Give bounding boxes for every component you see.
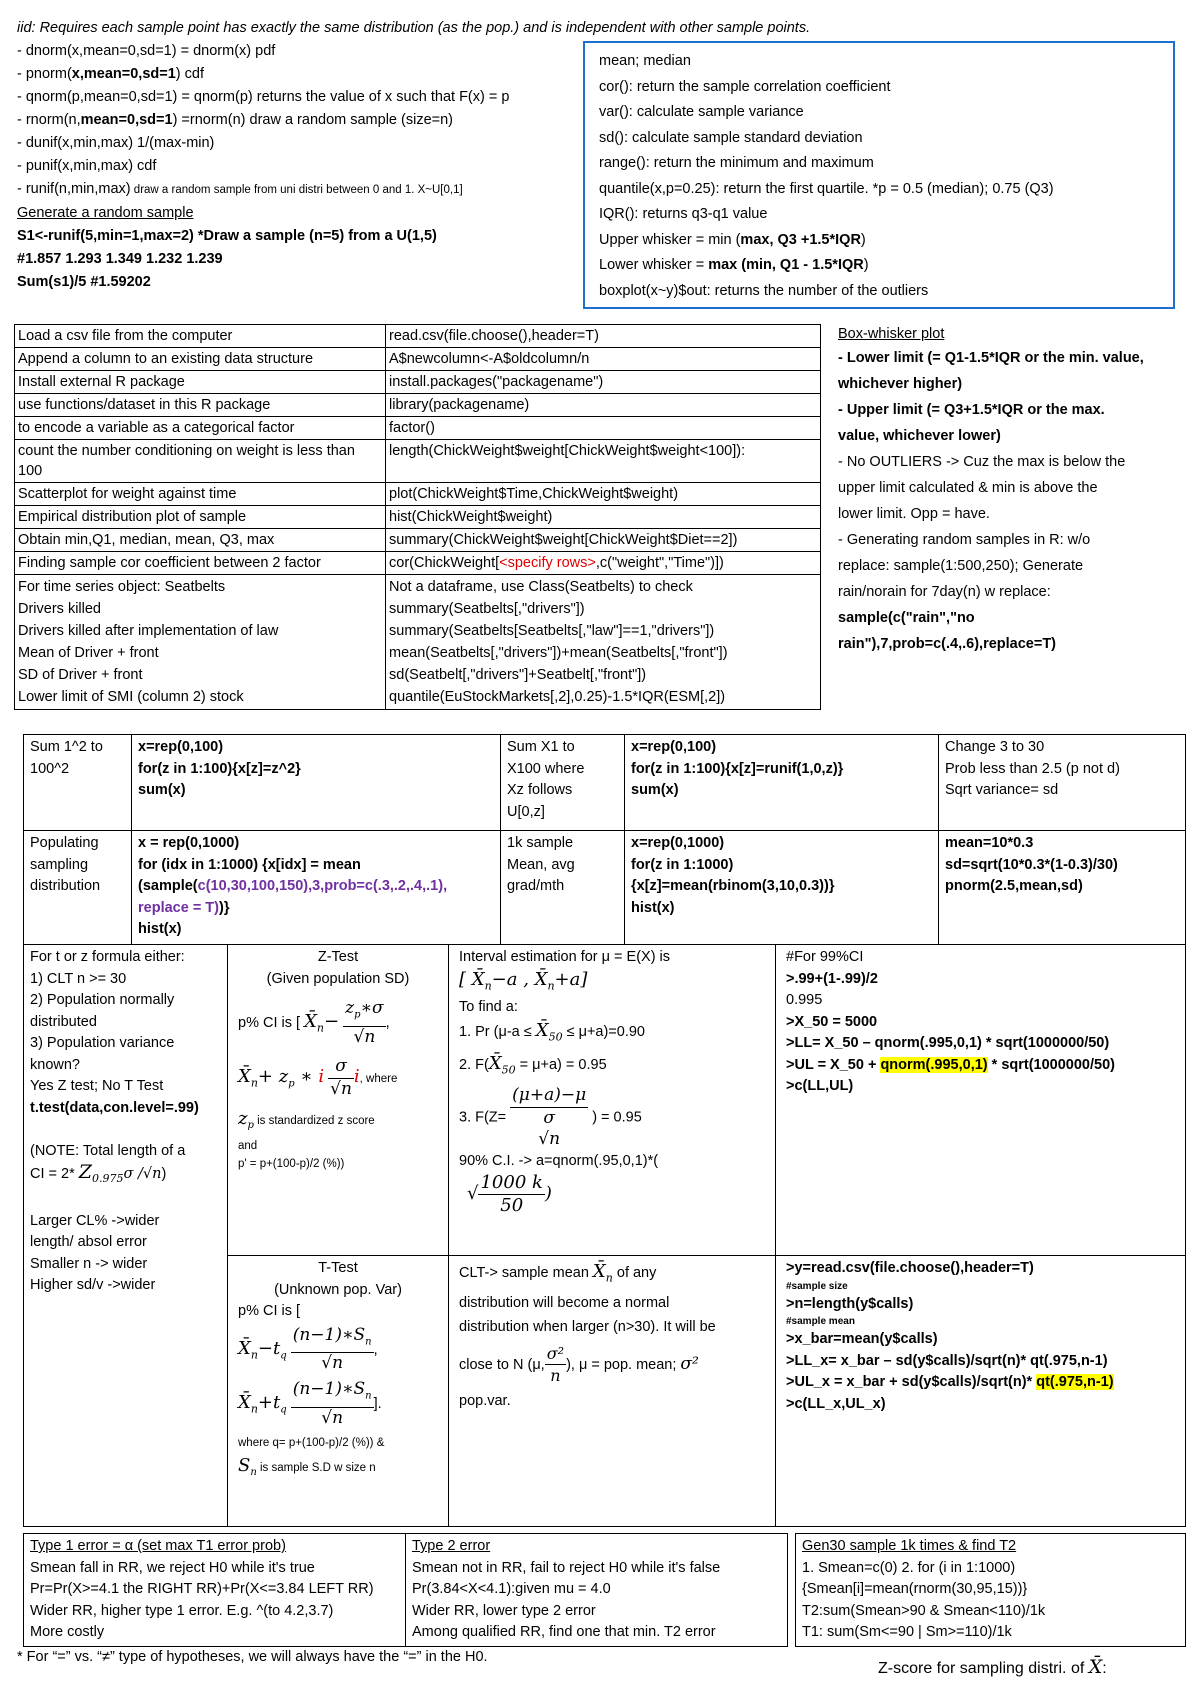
cell-task: Obtain min,Q1, median, mean, Q3, max — [15, 529, 386, 552]
fn-line: IQR(): returns q3-q1 value — [599, 206, 768, 222]
t-or-z-notes: For t or z formula either: 1) CLT n >= 30 2) Population normally distributed 3) Population variance known? Yes Z test; No T Test t.test(data,con.level=.99) (NOTE: Total length of a CI = 2* $Z_{0.975}\sigma$ /√n) Larger CL% ->wider length/ absol error Smaller n -> wider Higher sd/v ->wider — [23, 944, 228, 1527]
1k-sample-code: x=rep(0,1000) for(z in 1:1000) {x[z]=mean(rbinom(3,10,0.3))} hist(x) — [624, 830, 939, 945]
interval-estimation-box: Interval estimation for μ = E(X) is [ $X̄_n-a$ , $X̄_n+a$] To find a: 1. Pr $(\mu-a \le X̄_{50} \le \mu+a)=0.90$ 2. $F(X̄_{50} = \mu+a) = 0.95$ 3. F(Z= (μ+a)−μ σ √n ) = 0.95 90% C.I. -> a=qnorm(.95,0,1)*( √ $\frac{1000 k}{50}$ ) — [448, 944, 776, 1256]
runif-line: - runif(n,min,max) draw a random sample from uni distri between 0 and 1. X~U[0,1] — [17, 181, 463, 197]
z-test-box: Z-Test (Given population SD) p% CI is [ $X̄_n-$ $\frac{z_p∗\sigma}{√n}$ , $X̄_n+ z_p$ ∗ i $\frac{\sigma}{√n}$ i, where $z_p$ is standardized z score and p' = p+(100-p)/2 (%)) — [227, 944, 449, 1256]
fn-line: sd(): calculate sample standard deviation — [599, 129, 863, 146]
z-test-title: Z-Test — [317, 949, 359, 965]
cell-command: library(packagename) — [386, 394, 821, 417]
generate-sample-title: Generate a random sample — [17, 205, 194, 221]
cell-task: count the number conditioning on weight is less than 100 — [15, 440, 386, 483]
gen-line-1: S1<-runif(5,min=1,max=2) *Draw a sample (n=5) from a U(1,5) — [17, 228, 437, 244]
fn-line: Upper whisker = min (max, Q3 +1.5*IQR) — [599, 231, 866, 248]
type1-error-box: Type 1 error = α (set max T1 error prob) Smean fall in RR, we reject H0 while it's true Pr=Pr(X>=4.1 the RIGHT RR)+Pr(X<=3.84 LEFT RR) Wider RR, higher type 1 error. E.g. ^(to 4.2,3.7) More costly — [23, 1533, 406, 1647]
fn-line: Lower whisker = max (min, Q1 - 1.5*IQR) — [599, 257, 869, 273]
gen-line-2: #1.857 1.293 1.349 1.232 1.239 — [17, 251, 223, 267]
sum-uniform-label: Sum X1 to X100 where Xz follows U[0,z] — [500, 734, 625, 831]
fn-line: mean; median — [599, 53, 691, 69]
footer-note: * For “=” vs. “≠” type of hypotheses, we will always have the “=” in the H0. — [17, 1649, 488, 1665]
table-row — [15, 348, 821, 371]
fn-line: cor(): return the sample correlation coefficient — [599, 78, 891, 95]
clt-box: CLT-> sample mean $X̄_n$ of any distribution will become a normal distribution when larger (n>30). It will be close to N (μ, $\frac{\text{σ²}}{n}$ ), μ = pop. mean; σ² pop.var. — [448, 1255, 776, 1527]
iid-definition: iid: Requires each sample point has exactly the same distribution (as the pop.) and is independent with other sample points. — [17, 20, 811, 36]
cell-task: Load a csv file from the computer — [15, 325, 386, 348]
cell-task: to encode a variable as a categorical factor — [15, 417, 386, 440]
cell-command: plot(ChickWeight$Time,ChickWeight$weight) — [386, 483, 821, 506]
t-test-title: T-Test — [318, 1260, 358, 1276]
functions-box — [583, 41, 1175, 309]
table-row — [15, 483, 821, 506]
table-row — [15, 575, 821, 710]
cell-command: read.csv(file.choose(),header=T) — [386, 325, 821, 348]
cell-task: For time series object: Seatbelts Drivers killed Drivers killed after implementation of law Mean of Driver + front SD of Driver + front Lower limit of SMI (column 2) stock — [15, 575, 386, 710]
table-row — [15, 440, 821, 483]
cell-task: use functions/dataset in this R package — [15, 394, 386, 417]
1k-sample-label: 1k sample Mean, avg grad/mth — [500, 830, 625, 945]
populating-code: x = rep(0,1000) for (idx in 1:1000) {x[idx] = mean (sample(c(10,30,100,150),3,prob=c(.3,.2,.4,.1), replace = T))} hist(x) — [131, 830, 501, 945]
type2-error-box: Type 2 error Smean not in RR, fail to reject H0 while it's false Pr(3.84<X<4.1):given mu = 4.0 Wider RR, lower type 2 error Among qualified RR, find one that min. T2 error — [405, 1533, 788, 1647]
sum-squares-code: x=rep(0,100) for(z in 1:100){x[z]=z^2} sum(x) — [131, 734, 501, 831]
cell-command: summary(ChickWeight$weight[ChickWeight$Diet==2]) — [386, 529, 821, 552]
sum-uniform-code: x=rep(0,100) for(z in 1:100){x[z]=runif(1,0,z)} sum(x) — [624, 734, 939, 831]
box-whisker-notes: Box-whisker plot - Lower limit (= Q1-1.5*IQR or the min. value, whichever higher) - Upper limit (= Q3+1.5*IQR or the max. value, whichever lower) - No OUTLIERS -> Cuz the max is below the upper limit calculated & min is above the lower limit. Opp = have. - Generating random samples in R: w/o replace: sample(1:500,250); Generate rain/norain for 7day(n) w replace: sample(c("rain","no rain"),7,prob=c(.4,.6),replace=T) — [838, 323, 1188, 657]
dnorm-line: - dnorm(x,mean=0,sd=1) = dnorm(x) pdf — [17, 43, 276, 59]
cell-command: Not a dataframe, use Class(Seatbelts) to check summary(Seatbelts[,"drivers"]) summary(Seatbelts[Seatbelts[,"law"]==1,"drivers"]) mean(Seatbelts[,"drivers"])+mean(Seatbelts[,"front"]) sd(Seatbelt[,"drivers"]+Seatbelt[,"front"]) quantile(EuStockMarkets[,2],0.25)-1.5*IQR(ESM[,2]) — [386, 575, 821, 710]
punif-line: - punif(x,min,max) cdf — [17, 158, 157, 174]
cell-task: Scatterplot for weight against time — [15, 483, 386, 506]
populating-label: Populating sampling distribution — [23, 830, 132, 945]
table-row — [15, 529, 821, 552]
cell-task: Append a column to an existing data structure — [15, 348, 386, 371]
fn-line: var(): calculate sample variance — [599, 104, 804, 120]
command-table — [14, 324, 821, 710]
table-row — [15, 325, 821, 348]
cell-task: Install external R package — [15, 371, 386, 394]
cell-command: length(ChickWeight$weight[ChickWeight$weight<100]): — [386, 440, 821, 483]
gen-line-3: Sum(s1)/5 #1.59202 — [17, 274, 151, 290]
rnorm-line: - rnorm(n,mean=0,sd=1) =rnorm(n) draw a random sample (size=n) — [17, 112, 453, 128]
table-row — [15, 417, 821, 440]
table-row — [15, 552, 821, 575]
sum-squares-label: Sum 1^2 to 100^2 — [23, 734, 132, 831]
cell-command: hist(ChickWeight$weight) — [386, 506, 821, 529]
ci99-box: #For 99%CI >.99+(1-.99)/2 0.995 >X_50 = 5000 >LL= X_50 – qnorm(.995,0,1) * sqrt(1000000/50) >UL = X_50 + qnorm(.995,0,1) * sqrt(1000000/50) >c(LL,UL) — [775, 944, 1186, 1256]
z-score-note: Z-score for sampling distri. of X̄: — [878, 1656, 1107, 1678]
dunif-line: - dunif(x,min,max) 1/(max-min) — [17, 135, 215, 151]
cell-command: A$newcolumn<-A$oldcolumn/n — [386, 348, 821, 371]
cell-command: install.packages("packagename") — [386, 371, 821, 394]
pnorm-line: - pnorm(x,mean=0,sd=1) cdf — [17, 66, 204, 82]
box-whisker-title: Box-whisker plot — [838, 326, 945, 342]
t-test-box: T-Test (Unknown pop. Var) p% CI is [ $X̄_n-t_q$ $\frac{(n-1)∗S_n}{√n}$ , $X̄_n+t_q$ $\frac{(n-1)∗S_n}{√n}$ ]. where q= p+(100-p)/2 (%)) & $S_n$ is sample S.D w size n — [227, 1255, 449, 1527]
binom-notes: mean=10*0.3 sd=sqrt(10*0.3*(1-0.3)/30) pnorm(2.5,mean,sd) — [938, 830, 1186, 945]
change-notes: Change 3 to 30 Prob less than 2.5 (p not d) Sqrt variance= sd — [938, 734, 1186, 831]
fn-line: boxplot(x~y)$out: returns the number of the outliers — [599, 282, 929, 299]
table-row — [15, 506, 821, 529]
qnorm-line: - qnorm(p,mean=0,sd=1) = qnorm(p) returns the value of x such that F(x) = p — [17, 89, 510, 105]
fn-line: quantile(x,p=0.25): return the first quartile. *p = 0.5 (median); 0.75 (Q3) — [599, 180, 1054, 197]
cell-task: Empirical distribution plot of sample — [15, 506, 386, 529]
gen30-box: Gen30 sample 1k times & find T2 1. Smean=c(0) 2. for (i in 1:1000) {Smean[i]=mean(rnorm(30,95,15))} T2:sum(Smean>90 & Smean<110)/1k T1: sum(Sm<=90 | Sm>=110)/1k — [795, 1533, 1186, 1647]
cell-task: Finding sample cor coefficient between 2 factor — [15, 552, 386, 575]
table-row — [15, 394, 821, 417]
cell-command: cor(ChickWeight[<specify rows>,c("weight","Time")]) — [386, 552, 821, 575]
table-row — [15, 371, 821, 394]
fn-line: range(): return the minimum and maximum — [599, 155, 874, 171]
cell-command: factor() — [386, 417, 821, 440]
calls-box: >y=read.csv(file.choose(),header=T) #sample size >n=length(y$calls) #sample mean >x_bar=mean(y$calls) >LL_x= x_bar – sd(y$calls)/sqrt(n)* qt(.975,n-1) >UL_x = x_bar + sd(y$calls)/sqrt(n)* qt(.975,n-1) >c(LL_x,UL_x) — [775, 1255, 1186, 1527]
